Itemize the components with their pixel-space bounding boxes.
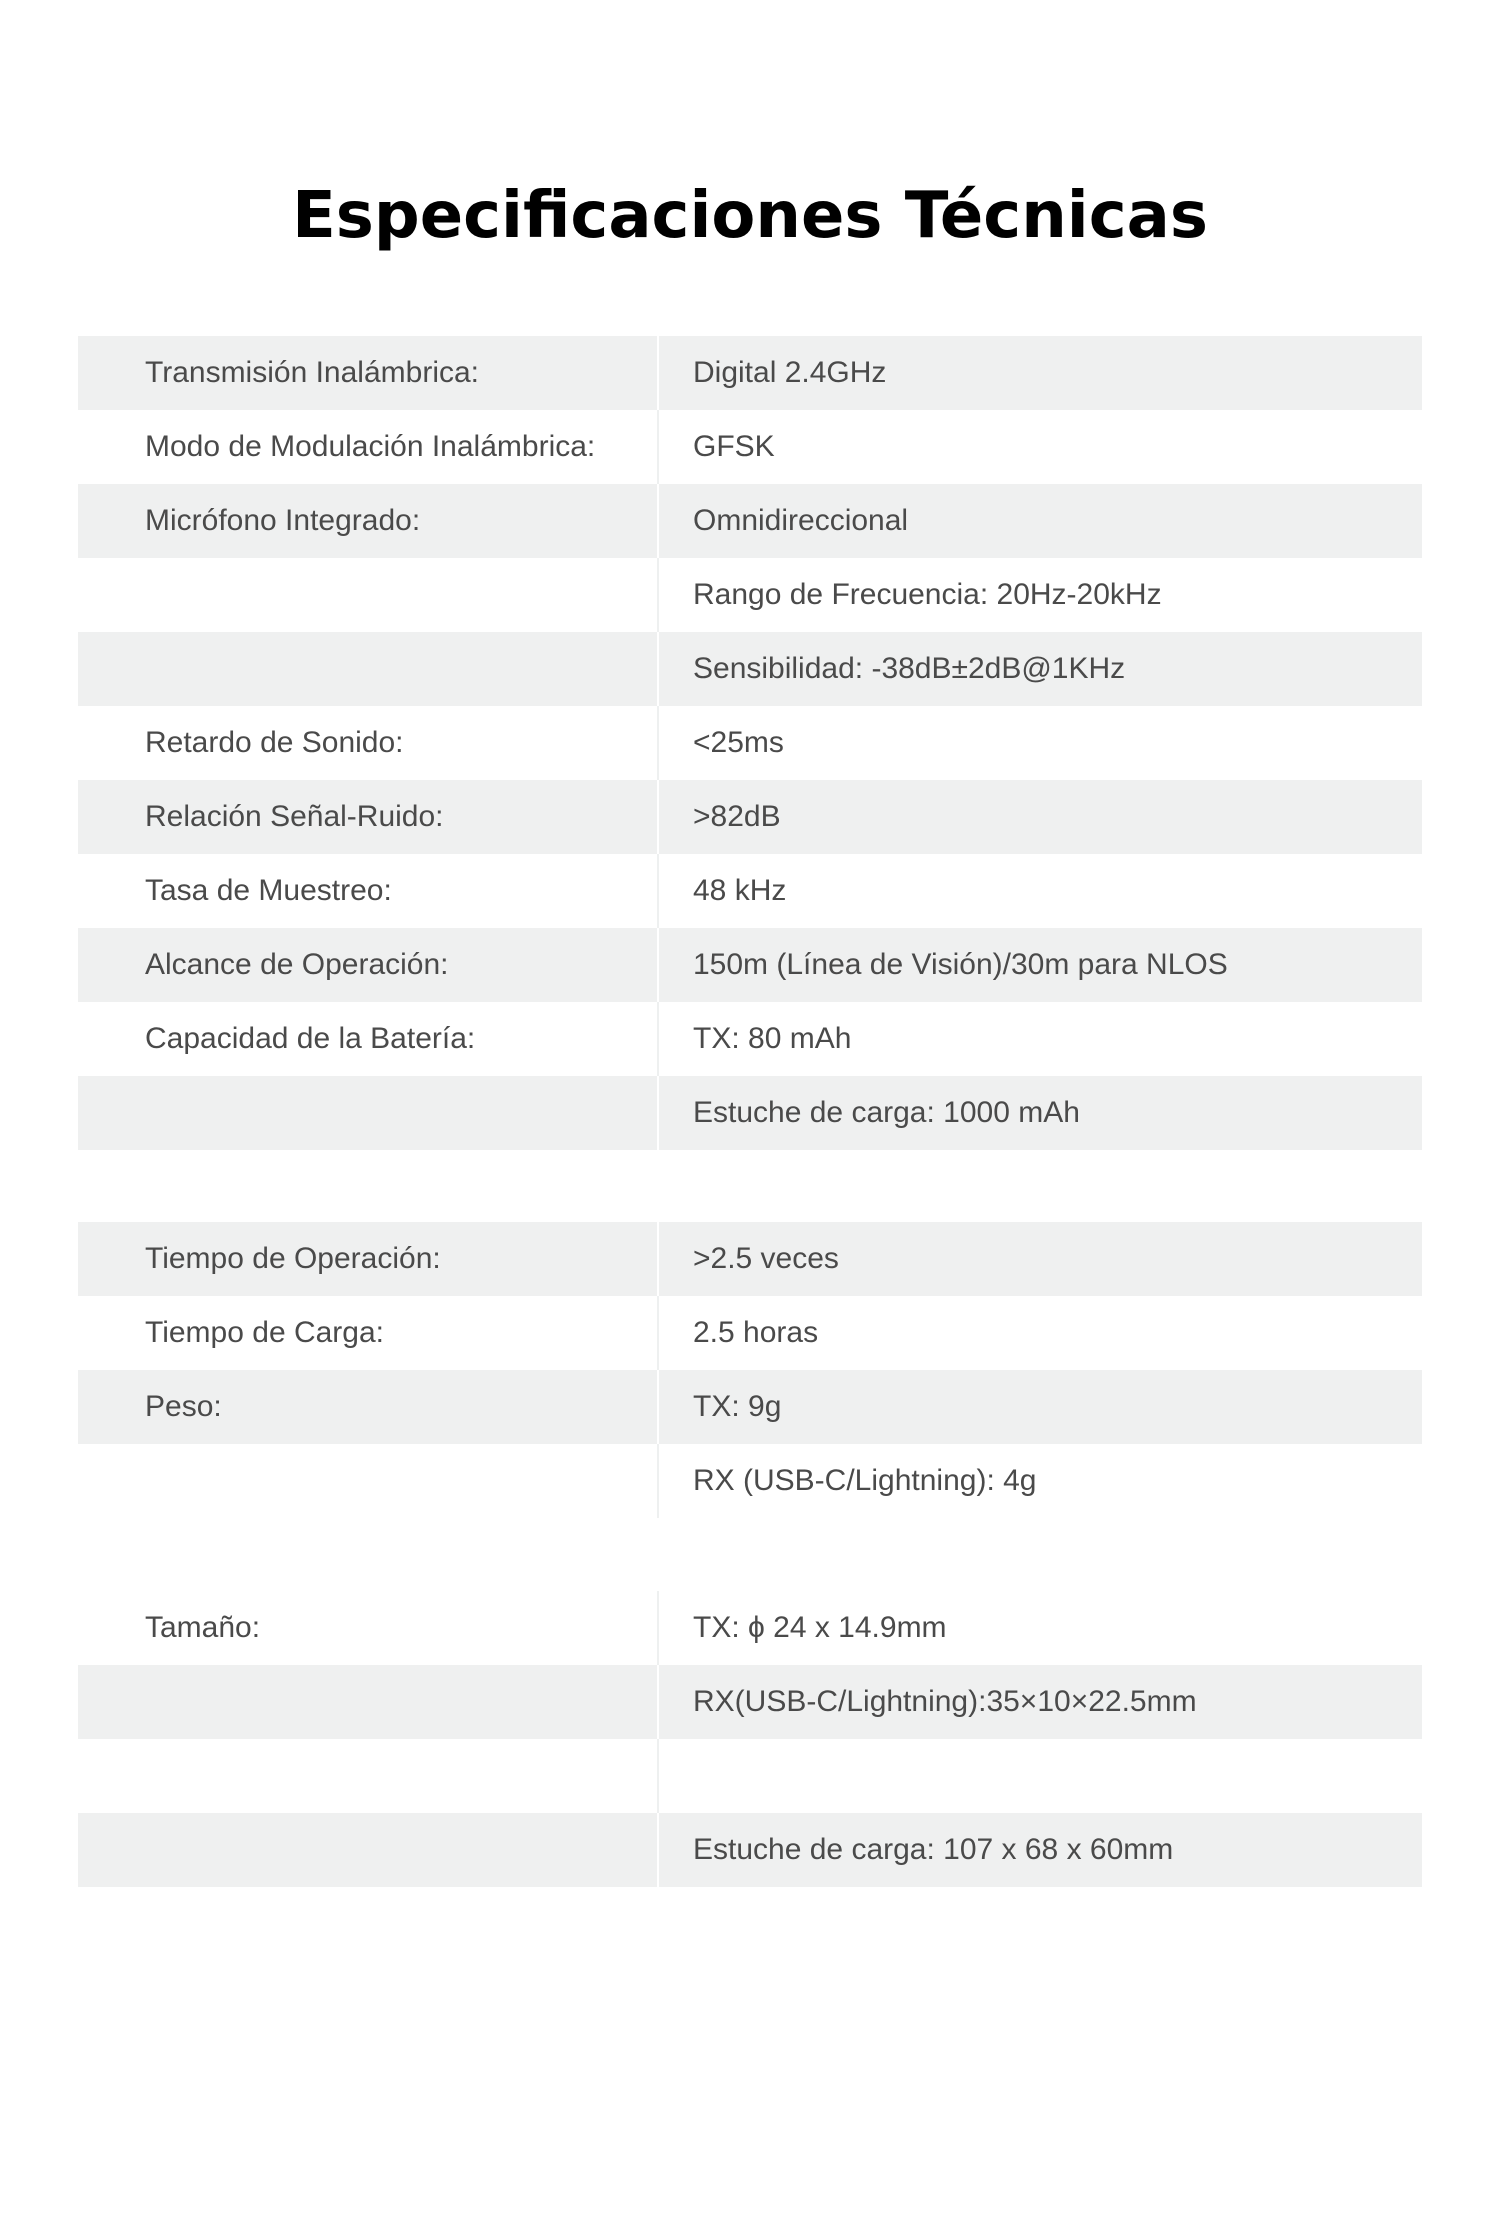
spec-label: Modo de Modulación Inalámbrica:	[145, 430, 596, 463]
spec-label: Transmisión Inalámbrica:	[145, 356, 479, 389]
table-row	[78, 1665, 1422, 1739]
column-divider	[657, 780, 659, 854]
spec-label: Alcance de Operación:	[145, 948, 449, 981]
column-divider	[657, 1665, 659, 1739]
spec-value: TX: 9g	[693, 1390, 782, 1423]
table-row	[78, 410, 1422, 484]
column-divider	[657, 928, 659, 1002]
spec-value: Omnidireccional	[693, 504, 909, 537]
spec-value: 48 kHz	[693, 874, 787, 907]
column-divider	[657, 1591, 659, 1665]
spec-value: 2.5 horas	[693, 1316, 819, 1349]
table-row	[78, 706, 1422, 780]
table-row	[78, 1076, 1422, 1150]
column-divider	[657, 1370, 659, 1444]
spec-value: Estuche de carga: 107 x 68 x 60mm	[693, 1833, 1174, 1866]
spec-value: Sensibilidad: -38dB±2dB@1KHz	[693, 652, 1126, 685]
column-divider	[657, 1002, 659, 1076]
spec-label: Capacidad de la Batería:	[145, 1022, 476, 1055]
spec-value: GFSK	[693, 430, 775, 463]
spec-value: Estuche de carga: 1000 mAh	[693, 1096, 1080, 1129]
column-divider	[657, 1076, 659, 1150]
table-row	[78, 1591, 1422, 1665]
spec-value: TX: ϕ 24 x 14.9mm	[693, 1611, 947, 1644]
spec-value: Digital 2.4GHz	[693, 356, 887, 389]
column-divider	[657, 1444, 659, 1518]
column-divider	[657, 1296, 659, 1370]
table-row	[78, 1296, 1422, 1370]
table-row	[78, 632, 1422, 706]
table-row	[78, 1370, 1422, 1444]
spec-label: Tamaño:	[145, 1611, 261, 1644]
spec-label: Retardo de Sonido:	[145, 726, 404, 759]
spec-label: Tasa de Muestreo:	[145, 874, 392, 907]
table-row	[78, 558, 1422, 632]
column-divider	[657, 1739, 659, 1813]
column-divider	[657, 410, 659, 484]
column-divider	[657, 484, 659, 558]
spec-label: Peso:	[145, 1390, 222, 1423]
column-divider	[657, 854, 659, 928]
table-row	[78, 928, 1422, 1002]
table-row	[78, 336, 1422, 410]
spec-value: TX: 80 mAh	[693, 1022, 852, 1055]
spec-value: 150m (Línea de Visión)/30m para NLOS	[693, 948, 1228, 981]
spec-value: RX (USB-C/Lightning): 4g	[693, 1464, 1037, 1497]
spec-label: Relación Señal-Ruido:	[145, 800, 444, 833]
spec-label: Tiempo de Operación:	[145, 1242, 441, 1275]
table-row	[78, 1813, 1422, 1887]
table-row	[78, 1444, 1422, 1518]
spec-label: Micrófono Integrado:	[145, 504, 421, 537]
table-row	[78, 1739, 1422, 1813]
spec-value: <25ms	[693, 726, 784, 759]
page-title: Especificaciones Técnicas	[292, 179, 1208, 253]
column-divider	[657, 706, 659, 780]
table-row	[78, 484, 1422, 558]
spec-table-size	[78, 1591, 1422, 1887]
table-row	[78, 1002, 1422, 1076]
table-row	[78, 780, 1422, 854]
spec-table-general	[78, 336, 1422, 1150]
table-row	[78, 854, 1422, 928]
spec-value: >2.5 veces	[693, 1242, 839, 1275]
column-divider	[657, 1813, 659, 1887]
spec-value: >82dB	[693, 800, 781, 833]
spec-value: Rango de Frecuencia: 20Hz-20kHz	[693, 578, 1162, 611]
spec-value: RX(USB-C/Lightning):35×10×22.5mm	[693, 1685, 1197, 1718]
table-row	[78, 1222, 1422, 1296]
column-divider	[657, 336, 659, 410]
column-divider	[657, 1222, 659, 1296]
column-divider	[657, 558, 659, 632]
column-divider	[657, 632, 659, 706]
spec-table-operation	[78, 1222, 1422, 1518]
spec-label: Tiempo de Carga:	[145, 1316, 385, 1349]
